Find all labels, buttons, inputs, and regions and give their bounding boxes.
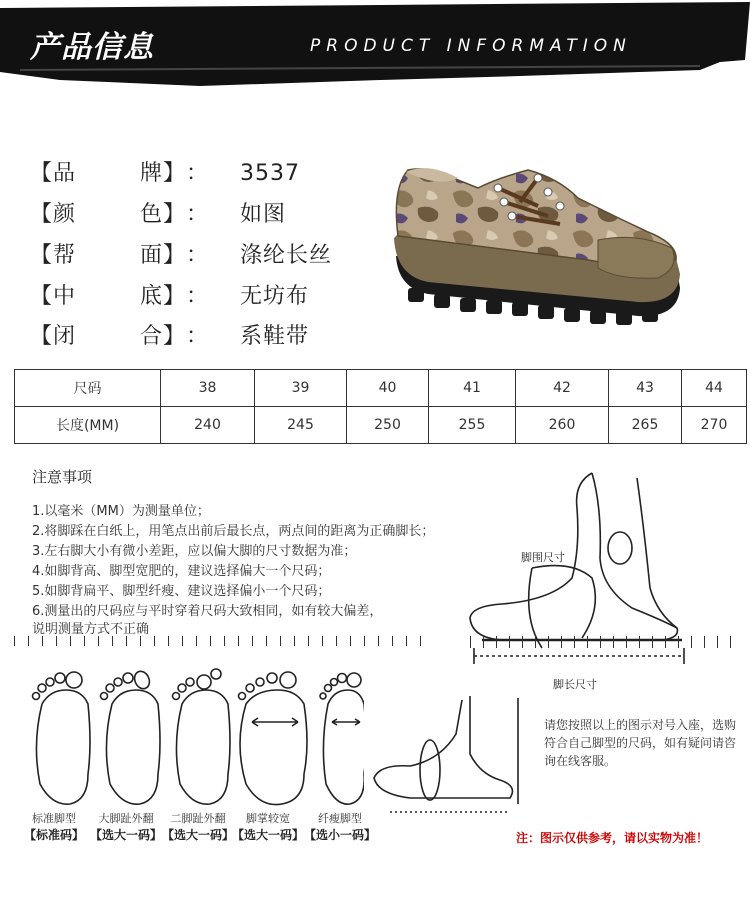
table-cell: 41	[429, 370, 516, 407]
note-item: 说明测量方式不正确	[32, 622, 150, 637]
table-row	[15, 370, 747, 407]
table-cell: 260	[516, 407, 609, 444]
info-label: 闭合	[53, 324, 164, 349]
info-label: 帮面	[53, 243, 164, 268]
foot-type-caption: 二脚趾外翻	[170, 812, 226, 825]
foot-types-illustration	[14, 664, 364, 808]
info-value: 如图	[240, 202, 287, 227]
table-cell: 40	[347, 370, 429, 407]
table-cell: 43	[609, 370, 682, 407]
table-cell: 245	[255, 407, 347, 444]
foot-type-tag: 【选大一码】	[161, 828, 234, 842]
note-item: 1.以毫米（MM）为测量单位；	[32, 504, 210, 519]
table-cell: 270	[682, 407, 747, 444]
table-cell: 44	[682, 370, 747, 407]
length-label: 脚长尺寸	[553, 678, 597, 691]
foot-type-tag: 【选大一码】	[231, 828, 304, 842]
info-label: 品牌	[53, 161, 164, 186]
info-value: 无坊布	[240, 284, 310, 309]
row-header: 尺码	[15, 370, 161, 407]
warning-text: 注：图示仅供参考，请以实物为准！	[516, 831, 709, 845]
info-label: 颜色	[53, 202, 164, 227]
ruler-right	[470, 636, 740, 662]
table-cell: 38	[161, 370, 255, 407]
foot-type-caption: 标准脚型	[32, 812, 76, 825]
note-item: 3.左右脚大小有微小差距，应以偏大脚的尺寸数据为准；	[32, 544, 357, 559]
banner-title-cn: 产品信息	[30, 30, 154, 65]
foot-type-tag: 【标准码】	[23, 828, 84, 842]
foot-type-tag: 【选大一码】	[89, 828, 162, 842]
info-row-brand: 【品牌】： 3537	[30, 156, 300, 187]
note-item: 6.测量出的尺码应与平时穿着尺码大致相同，如有较大偏差，	[32, 604, 383, 619]
table-cell: 250	[347, 407, 429, 444]
foot-type-caption: 大脚趾外翻	[98, 812, 154, 825]
table-row	[15, 407, 747, 444]
banner-title-en: PRODUCT INFORMATION	[310, 36, 632, 56]
info-value: 系鞋带	[240, 324, 310, 349]
info-label: 中底	[53, 284, 164, 309]
info-row-midsole: 【中底】： 无坊布	[30, 279, 309, 310]
note-item: 5.如脚背扁平、脚型纤瘦、建议选择偏小一个尺码；	[32, 584, 331, 599]
row-header: 长度(MM)	[15, 407, 161, 444]
ruler-left	[14, 636, 424, 662]
size-table	[14, 369, 747, 444]
foot-type-tag: 【选小一码】	[303, 828, 376, 842]
table-cell: 265	[609, 407, 682, 444]
note-item: 2.将脚踩在白纸上，用笔点出前后最长点，两点间的距离为正确脚长；	[32, 524, 435, 539]
foot-type-caption: 纤瘦脚型	[318, 812, 362, 825]
girth-label: 脚围尺寸	[521, 551, 565, 564]
foot-type-caption: 脚掌较宽	[246, 812, 290, 825]
table-cell: 39	[255, 370, 347, 407]
advice-text: 请您按照以上的图示对号入座，选购符合自己脚型的尺码，如有疑问请咨询在线客服。	[544, 718, 737, 768]
table-cell: 255	[429, 407, 516, 444]
info-row-color: 【颜色】： 如图	[30, 197, 286, 228]
info-value: 3537	[240, 161, 301, 186]
info-value: 涤纶长丝	[240, 243, 333, 268]
product-shoe-image	[388, 148, 688, 328]
foot-side-illustration	[370, 694, 520, 818]
note-item: 4.如脚背高、脚型宽肥的，建议选择偏大一个尺码；	[32, 564, 331, 579]
info-row-upper: 【帮面】： 涤纶长丝	[30, 238, 332, 269]
bracket: 【	[30, 161, 54, 186]
table-cell: 42	[516, 370, 609, 407]
notes-title: 注意事项	[32, 468, 93, 486]
info-row-closure: 【闭合】： 系鞋带	[30, 319, 309, 350]
table-cell: 240	[161, 407, 255, 444]
